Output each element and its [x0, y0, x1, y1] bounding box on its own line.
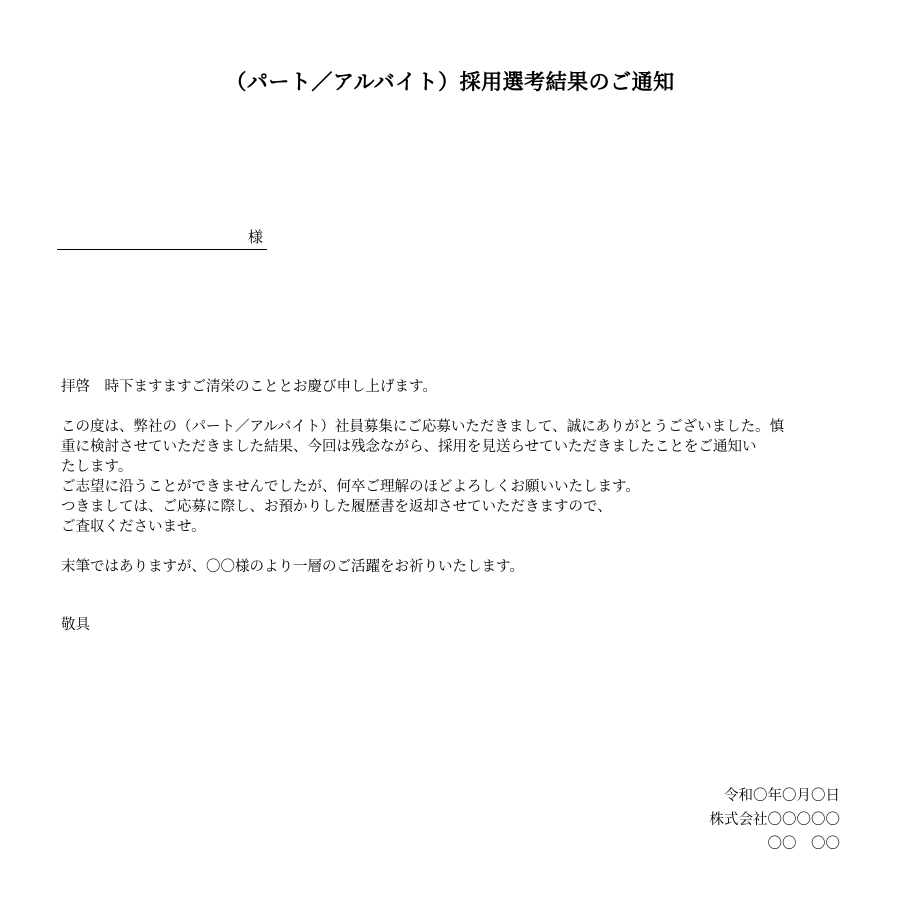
body-line-1: この度は、弊社の（パート／アルバイト）社員募集にご応募いただきまして、誠にありがとうございました。慎: [61, 419, 785, 435]
body-line-4: ご志望に沿うことができませんでしたが、何卒ご理解のほどよろしくお願いいたします。: [61, 479, 640, 495]
recipient-honorific: 様: [247, 228, 263, 246]
letter-body: [61, 377, 841, 577]
recipient-line: [57, 226, 267, 250]
company-name: 株式会社〇〇〇〇〇: [709, 812, 840, 828]
body-line-5: つきましては、ご応募に際し、お預かりした履歴書を返却させていただきますので、: [61, 499, 612, 515]
body-line-2: 重に検討させていただきました結果、今回は残念ながら、採用を見送らせていただきましたことをご通知い: [61, 439, 757, 455]
document-title: （パート／アルバイト）採用選考結果のご通知: [225, 70, 675, 94]
signer-name: 〇〇 〇〇: [767, 836, 840, 852]
closing-paragraph: 末筆ではありますが、〇〇様のより一層のご活躍をお祈りいたします。: [61, 559, 524, 575]
closing-word: 敬具: [61, 617, 90, 633]
signature-block: [710, 784, 841, 856]
greeting: 拝啓 時下ますますご清栄のこととお慶び申し上げます。: [61, 379, 437, 395]
body-line-6: ご査収くださいませ。: [61, 519, 206, 535]
letter-date: 令和〇年〇月〇日: [724, 788, 840, 804]
body-line-3: たします。: [61, 459, 133, 475]
